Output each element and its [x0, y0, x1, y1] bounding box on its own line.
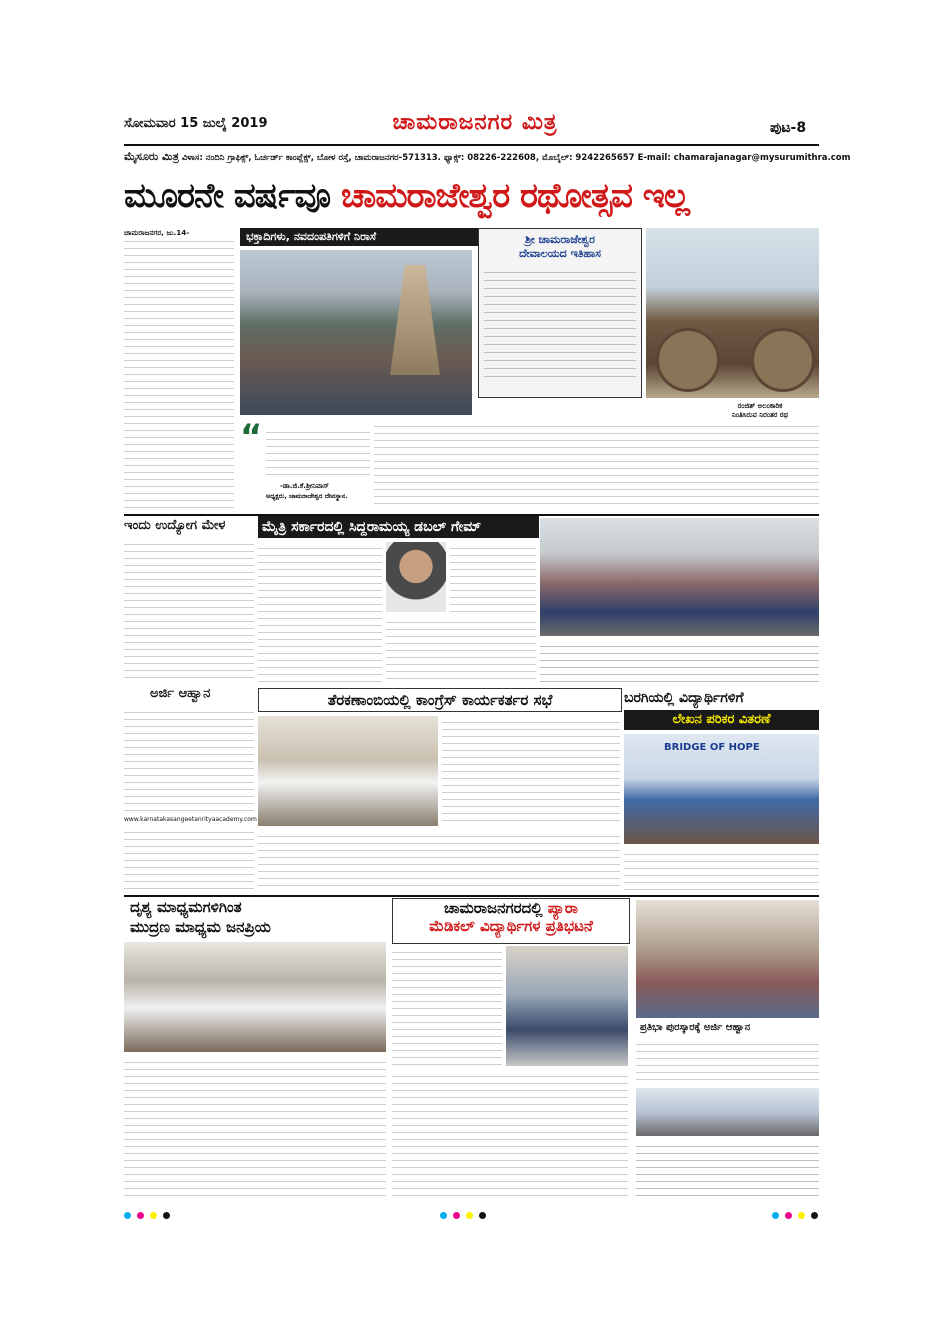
chariot-caption-line-2: ನಿಂತಿಸಿರುವ ನಿರಂತರ ರಥ: [731, 411, 789, 420]
quote-text: [266, 426, 370, 476]
terakanambi-text-right: [442, 716, 620, 826]
politician-portrait: [386, 542, 446, 612]
maitri-text-right: [386, 616, 536, 682]
header-info: [124, 150, 851, 164]
quote-author: -ಡಾ.ಜಿ.ಕೆ.ಶ್ರೀನಿವಾಸ್: [280, 482, 329, 490]
masthead: ಚಾಮರಾಜನಗರ ಮಿತ್ರ: [392, 110, 558, 135]
magenta-dot: [785, 1212, 792, 1219]
lead-headline: [124, 176, 819, 222]
history-title-2: ದೇವಾಲಯದ ಇತಿಹಾಸ: [519, 247, 601, 260]
chariot-wheel-left: [656, 328, 720, 392]
lead-dateline: ಚಾಮರಾಜನಗರ, ಜು.14-: [124, 228, 234, 238]
magenta-dot: [453, 1212, 460, 1219]
award-ceremony-photo: [636, 1088, 819, 1136]
cyan-dot: [440, 1212, 447, 1219]
paramedical-line-2: [393, 917, 629, 935]
cyan-dot: [772, 1212, 779, 1219]
paramedical-text-left: [392, 946, 502, 1066]
yellow-dot: [150, 1212, 157, 1219]
chariot-wheel-right: [751, 328, 815, 392]
temple-history-box: [478, 228, 642, 398]
media-event-photo: [124, 942, 386, 1052]
lead-headline-part1: ಮೂರನೇ ವರ್ಷವೂ: [124, 176, 341, 216]
pratibha-text: [636, 1038, 819, 1084]
paramedical-line-1a: ಚಾಮರಾಜನಗರದಲ್ಲಿ: [444, 899, 548, 917]
black-dot: [479, 1212, 486, 1219]
yellow-dot: [798, 1212, 805, 1219]
drushya-text: [124, 1056, 386, 1196]
cmyk-marks-left: [124, 1212, 170, 1219]
brand-name: ಮೈಸೂರು ಮಿತ್ರ: [124, 150, 179, 163]
lead-body-text: [124, 228, 234, 513]
quote-box: [240, 417, 370, 512]
terakanambi-headline: ತೆರಕಣಾಂಬಿಯಲ್ಲಿ ಕಾಂಗ್ರೆಸ್ ಕಾರ್ಯಕರ್ತರ ಸಭೆ: [258, 688, 622, 712]
cmyk-marks-center: [440, 1212, 486, 1219]
lead-headline-part2: ಚಾಮರಾಜೇಶ್ವರ ರಥೋತ್ಸವ ಇಲ್ಲ: [340, 176, 689, 216]
history-text: [484, 265, 636, 383]
maitri-headline: ಮೈತ್ರಿ ಸರ್ಕಾರದಲ್ಲಿ ಸಿದ್ದರಾಮಯ್ಯ ಡಬಲ್ ಗೇಮ್: [258, 516, 539, 538]
issue-date: ಸೋಮವಾರ 15 ಜುಲೈ 2019: [124, 116, 268, 131]
book-distribution-caption: [540, 640, 819, 682]
arji-text: [124, 706, 254, 814]
contact-email: E-mail: chamarajanagar@mysurumithra.com: [637, 153, 851, 163]
book-distribution-photo: [540, 518, 819, 636]
history-title-1: ಶ್ರೀ ಚಾಮರಾಜೇಶ್ವರ: [525, 233, 595, 246]
paramedical-headline: [392, 898, 630, 944]
chariot-photo-caption: [700, 402, 820, 420]
udyoga-mela-headline: ಇಂದು ಉದ್ಯೋಗ ಮೇಳ: [124, 518, 226, 533]
udyoga-mela-text: [124, 538, 254, 683]
cmyk-marks-right: [772, 1212, 818, 1219]
magenta-dot: [137, 1212, 144, 1219]
lead-continuation-text: [374, 420, 819, 510]
congress-meeting-photo: [258, 716, 438, 826]
black-dot: [811, 1212, 818, 1219]
cyan-dot: [124, 1212, 131, 1219]
black-dot: [163, 1212, 170, 1219]
contact-address: ವಿಳಾಸ: ನಂದಿನಿ ಗ್ರಾಫಿಕ್ಸ್, ಓರ್ಚರ್ಡ್ ಕಾಂಪ್ಲೆಕ್ಸ್, ಬೋಳ ರಸ್ತೆ, ಚಾಮರಾಜನಗರ-571313. ಫ್ಯಾಕ್ಸ್: 08226-222608, ಮೊಬೈಲ್: 9242265657: [181, 153, 635, 163]
paramedical-line-1b: ಪ್ಯಾರಾ: [547, 899, 578, 917]
maitri-text-left: [258, 542, 382, 682]
lead-subhead: ಭಕ್ತಾದಿಗಳು, ನವದಂಪತಿಗಳಿಗೆ ನಿರಾಸೆ: [240, 228, 478, 246]
academy-website: www.karnatakasangeetanrityaacademy.com: [124, 816, 257, 823]
quote-role: ಅಧ್ಯಕ್ಷರು, ಚಾಮರಾಜೇಶ್ವರ ದೇವಸ್ಥಾನ.: [266, 492, 348, 500]
drushya-headline-2: ಮುದ್ರಣ ಮಾಧ್ಯಮ ಜನಪ್ರಿಯ: [130, 918, 271, 936]
paramedical-line-1: [393, 899, 629, 917]
paramedical-text-bottom: [392, 1070, 628, 1196]
paramedical-line-2b: ವಿದ್ಯಾರ್ಥಿಗಳ ಪ್ರತಿಭಟನೆ: [479, 917, 593, 935]
page-number: ಪುಟ-8: [770, 120, 807, 136]
section-rule-2: [124, 895, 819, 897]
baragi-headline-1: ಬರಗಿಯಲ್ಲಿ ವಿದ್ಯಾರ್ಥಿಗಳಿಗೆ: [624, 690, 744, 706]
chariot-caption-line-1: ರಂಜಿತ್ ಅಲಂಕಾರಿಕ: [737, 402, 783, 410]
quote-icon: “: [240, 417, 263, 457]
paramedical-line-2a: ಮೆಡಿಕಲ್: [429, 917, 480, 935]
baragi-text: [624, 848, 819, 892]
baragi-headline-2: ಲೇಖನ ಪರಿಕರ ವಿತರಣೆ: [624, 710, 819, 730]
header-rule: [124, 144, 819, 146]
maitri-text-mid: [450, 542, 536, 612]
arji-text-2: [124, 826, 254, 892]
students-photo-top: [636, 900, 819, 1018]
chariot-photo: [646, 228, 819, 398]
drushya-headline-1: ದೃಶ್ಯ ಮಾಧ್ಯಮಗಳಿಗಿಂತ: [130, 898, 242, 916]
arji-headline: ಅರ್ಜಿ ಆಹ್ವಾನ: [150, 686, 211, 701]
student-protest-photo: [506, 946, 628, 1066]
terakanambi-text: [258, 830, 620, 892]
pratibha-headline: ಪ್ರತಿಭಾ ಪುರಸ್ಕಾರಕ್ಕೆ ಅರ್ಜಿ ಆಹ್ವಾನ: [640, 1022, 751, 1033]
bridge-of-hope-photo: [624, 734, 819, 844]
temple-tower-shape: [390, 265, 440, 375]
bridge-of-hope-banner: BRIDGE OF HOPE: [664, 742, 760, 753]
yellow-dot: [466, 1212, 473, 1219]
award-ceremony-caption: [636, 1140, 819, 1196]
rathotsava-crowd-photo: [240, 250, 472, 415]
